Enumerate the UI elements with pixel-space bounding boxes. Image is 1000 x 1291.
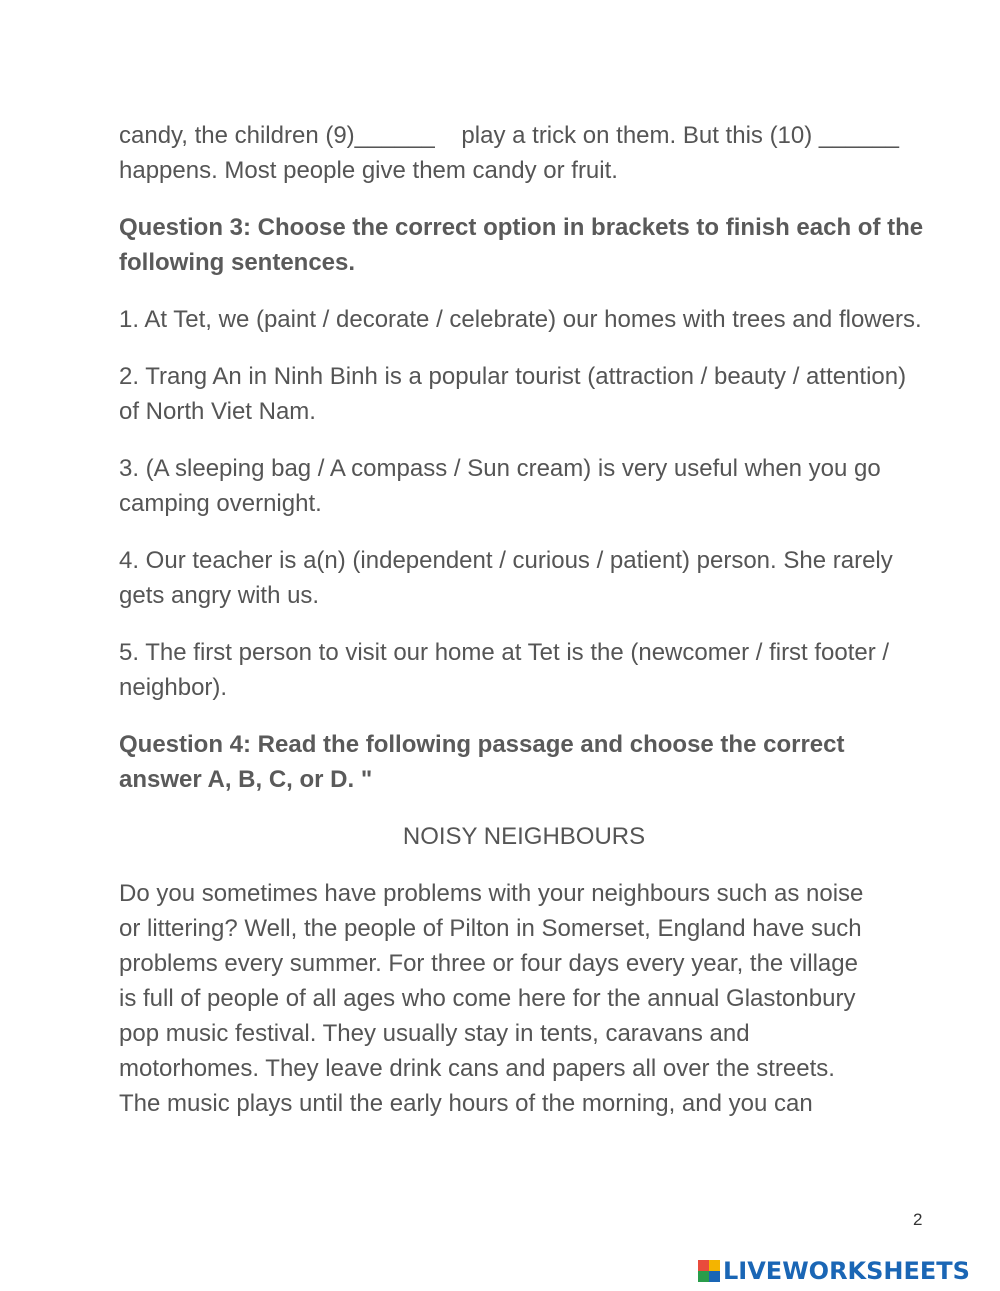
q3-item-2: 2. Trang An in Ninh Binh is a popular tourist (attraction / beauty / attention) of North Viet Nam. [119,363,907,425]
question-3-heading: Question 3: Choose the correct option in brackets to finish each of the following sentences. [119,214,924,276]
liveworksheets-brand[interactable] [698,1255,970,1287]
passage-line: The music plays until the early hours of the morning, and you can [119,1090,813,1117]
continuation-line-2: happens. Most people give them candy or fruit. [119,157,618,184]
page-number: 2 [913,1210,923,1229]
worksheet-page [119,118,929,1121]
q3-item-3: 3. (A sleeping bag / A compass / Sun cream) is very useful when you go camping overnight. [119,455,881,517]
passage-title: NOISY NEIGHBOURS [402,823,646,850]
passage-line: is full of people of all ages who come here for the annual Glastonbury [119,985,856,1012]
q3-item-4: 4. Our teacher is a(n) (independent / curious / patient) person. She rarely gets angry with us. [119,547,893,609]
passage-line: problems every summer. For three or four days every year, the village [119,950,858,977]
q3-item-1: 1. At Tet, we (paint / decorate / celebrate) our homes with trees and flowers. [119,306,922,333]
continuation-line-1: candy, the children (9)______ play a trick on them. But this (10) ______ [119,122,899,149]
passage-body [119,876,929,1121]
question-4-heading: Question 4: Read the following passage and choose the correct answer A, B, C, or D. " [119,731,845,793]
brand-name: LIVEWORKSHEETS [723,1257,970,1285]
passage-line: motorhomes. They leave drink cans and papers all over the streets. [119,1055,835,1082]
liveworksheets-logo-icon [698,1260,720,1282]
q3-item-5: 5. The first person to visit our home at Tet is the (newcomer / first footer / neighbor). [119,639,890,701]
passage-line: Do you sometimes have problems with your neighbours such as noise [119,880,864,907]
passage-line: pop music festival. They usually stay in tents, caravans and [119,1020,750,1047]
passage-line: or littering? Well, the people of Pilton in Somerset, England have such [119,915,862,942]
